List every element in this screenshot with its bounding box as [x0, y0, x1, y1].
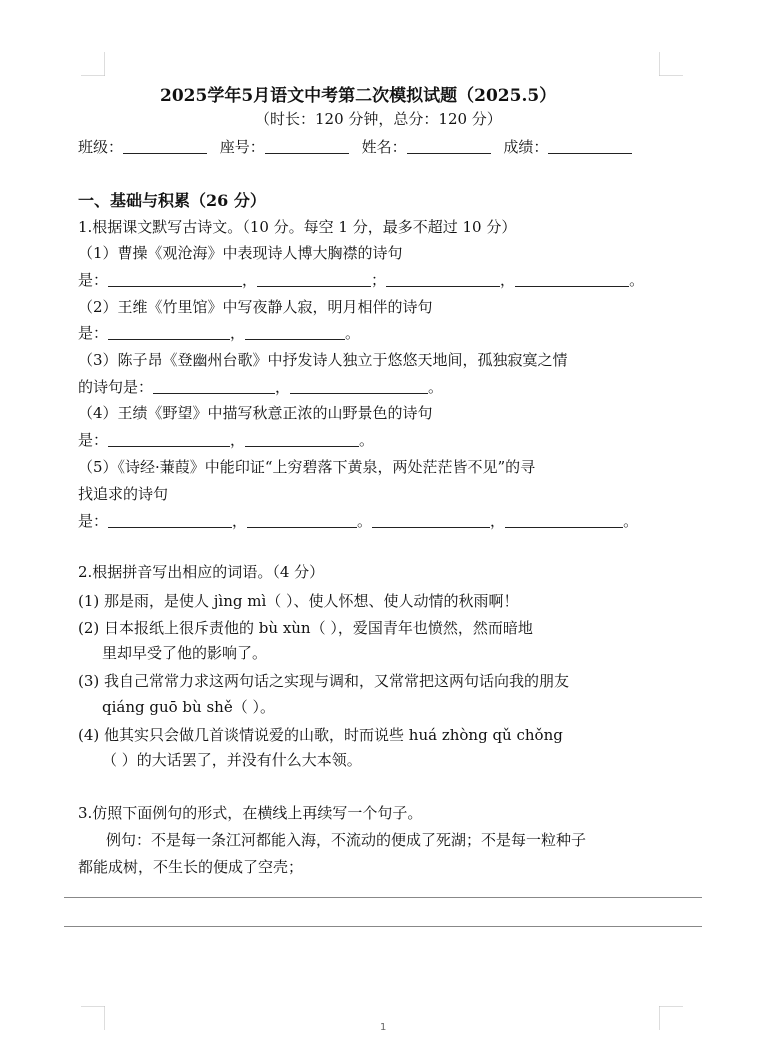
- q1-part3-line2: [78, 376, 443, 397]
- answer-blank[interactable]: [108, 323, 230, 340]
- answer-blank[interactable]: [247, 511, 357, 528]
- q1-stem: 1.根据课文默写古诗文。（10 分。每空 1 分，最多不超过 10 分）: [78, 218, 517, 236]
- answer-blank[interactable]: [372, 511, 490, 528]
- answer-blank[interactable]: [153, 377, 275, 394]
- punct: ，: [232, 512, 248, 530]
- seat-field[interactable]: [265, 137, 349, 154]
- answer-blank[interactable]: [386, 270, 500, 287]
- is-label: 的诗句是：: [78, 378, 154, 396]
- q3-stem: 3.仿照下面例句的形式，在横线上再续写一个句子。: [78, 804, 423, 822]
- class-label: 班级：: [78, 138, 124, 156]
- q2-item3-line1: (3) 我自己常常力求这两句话之实现与调和，又常常把这两句话向我的朋友: [78, 672, 570, 690]
- name-field[interactable]: [407, 137, 491, 154]
- q2-stem: 2.根据拼音写出相应的词语。（4 分）: [78, 563, 325, 581]
- class-field[interactable]: [123, 137, 207, 154]
- seat-label: 座号：: [219, 138, 265, 156]
- answer-blank[interactable]: [505, 511, 623, 528]
- answer-line[interactable]: [64, 926, 702, 927]
- q1-part4-answer: [78, 429, 374, 450]
- is-label: 是：: [78, 324, 109, 342]
- answer-blank[interactable]: [108, 270, 242, 287]
- punct: ，: [490, 512, 506, 530]
- q1-part4: （4）王绩《野望》中描写秋意正浓的山野景色的诗句: [78, 404, 433, 422]
- q3-example-line2: 都能成树，不生长的便成了空壳；: [78, 858, 304, 876]
- q1-part1: （1）曹操《观沧海》中表现诗人博大胸襟的诗句: [78, 244, 403, 262]
- page-number: 1: [380, 1022, 387, 1033]
- corner-mark-bottom-right: [659, 1006, 683, 1030]
- punct: 。: [359, 431, 375, 449]
- q2-item4-line1: (4) 他其实只会做几首谈情说爱的山歌，时而说些 huá zhòng qǔ chǒng: [78, 726, 563, 744]
- punct: 。: [629, 271, 645, 289]
- punct: ，: [242, 271, 258, 289]
- q2-item1: (1) 那是雨，是使人 jìng mì（ ）、使人怀想、使人动情的秋雨啊！: [78, 592, 519, 610]
- answer-line[interactable]: [64, 897, 702, 898]
- is-label: 是：: [78, 431, 109, 449]
- q1-part5-line2: 找追求的诗句: [78, 485, 169, 503]
- q2-item2-line2: 里却早受了他的影响了。: [102, 644, 268, 662]
- punct: 。: [428, 378, 444, 396]
- punct: ，: [500, 271, 516, 289]
- corner-mark-bottom-left: [81, 1006, 105, 1030]
- q1-part5-answer: [78, 510, 638, 531]
- answer-blank[interactable]: [515, 270, 629, 287]
- q1-part5-line1: （5）《诗经·蒹葭》中能印证“上穷碧落下黄泉，两处茫茫皆不见”的寻: [78, 458, 536, 476]
- q1-part1-answer: [78, 269, 644, 290]
- answer-blank[interactable]: [108, 511, 232, 528]
- q2-item3-line2: qiáng guō bù shě（ ）。: [102, 698, 275, 716]
- q1-part2-answer: [78, 322, 360, 343]
- punct: ，: [275, 378, 291, 396]
- section-heading: 一、基础与积累（26 分）: [78, 191, 266, 210]
- name-label: 姓名：: [361, 138, 407, 156]
- q1-part2: （2）王维《竹里馆》中写夜静人寂，明月相伴的诗句: [78, 298, 433, 316]
- page-subtitle: （时长：120 分钟，总分：120 分）: [255, 110, 502, 128]
- student-info-row: [78, 136, 632, 157]
- q2-item2-line1: (2) 日本报纸上很斥责他的 bù xùn（ ），爱国青年也愤然，然而暗地: [78, 619, 533, 637]
- q3-example-line1: 例句：不是每一条江河都能入海，不流动的便成了死湖；不是每一粒种子: [106, 831, 587, 849]
- punct: 。: [623, 512, 639, 530]
- score-field[interactable]: [548, 137, 632, 154]
- punct: 。: [357, 512, 373, 530]
- punct: 。: [345, 324, 361, 342]
- is-label: 是：: [78, 512, 109, 530]
- punct: ，: [230, 324, 246, 342]
- answer-blank[interactable]: [245, 430, 359, 447]
- punct: ，: [230, 431, 246, 449]
- answer-blank[interactable]: [257, 270, 371, 287]
- page-title: 2025学年5月语文中考第二次模拟试题（2025.5）: [160, 86, 557, 106]
- answer-blank[interactable]: [108, 430, 230, 447]
- answer-blank[interactable]: [245, 323, 345, 340]
- score-label: 成绩：: [503, 138, 549, 156]
- q1-part3-line1: （3）陈子昂《登幽州台歌》中抒发诗人独立于悠悠天地间，孤独寂寞之情: [78, 351, 568, 369]
- is-label: 是：: [78, 271, 109, 289]
- answer-blank[interactable]: [290, 377, 428, 394]
- q2-item4-line2: （ ）的大话罢了，并没有什么大本领。: [102, 751, 362, 769]
- punct: ；: [371, 271, 387, 289]
- corner-mark-top-right: [659, 52, 683, 76]
- corner-mark-top-left: [81, 52, 105, 76]
